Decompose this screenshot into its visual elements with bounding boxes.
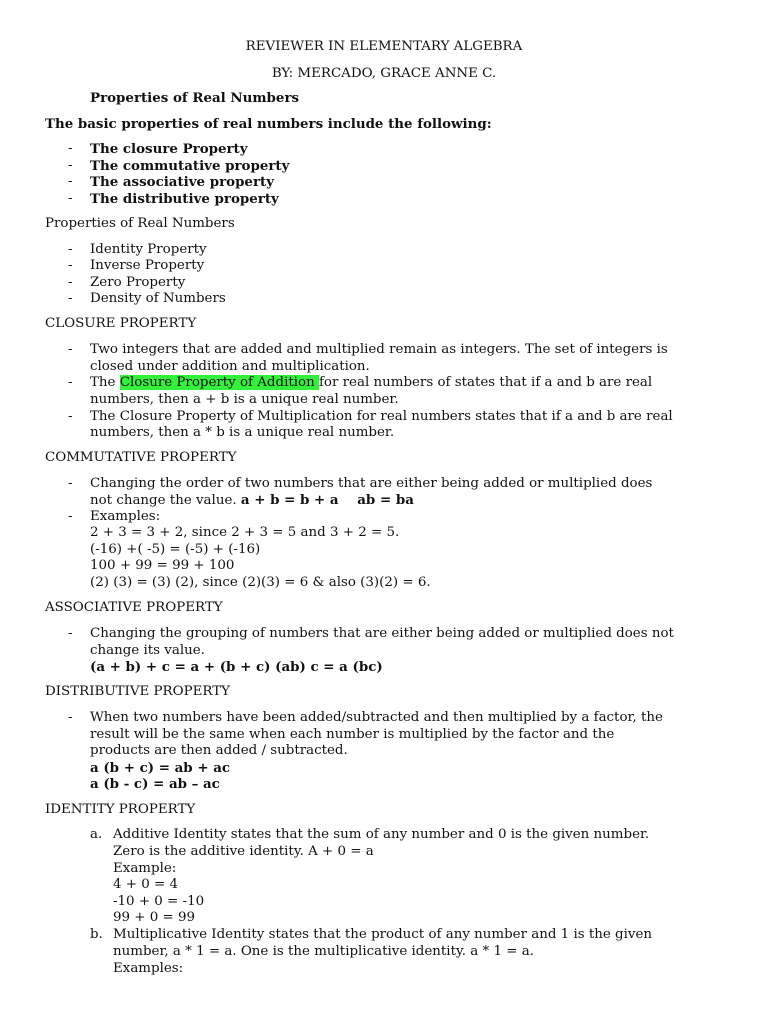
bullet-dash: -: [68, 342, 73, 357]
document-title: REVIEWER IN ELEMENTARY ALGEBRA: [245, 39, 523, 54]
commutative-formula-line: [90, 492, 730, 510]
section-title-distributive: DISTRIBUTIVE PROPERTY: [45, 684, 231, 699]
example-line: 100 + 99 = 99 + 100: [90, 558, 235, 573]
bullet-dash: -: [68, 174, 73, 189]
bullet-dash: -: [68, 375, 73, 390]
closure-text-suffix: for real numbers of states that if a and b are real: [318, 375, 653, 390]
closure-text-line: Two integers that are added and multiplied remain as integers. The set of integers is: [90, 342, 668, 357]
examples-label: Examples:: [113, 961, 184, 976]
list-marker-b: b.: [90, 927, 103, 942]
example-line: 99 + 0 = 99: [113, 910, 196, 925]
example-line: 2 + 3 = 3 + 2, since 2 + 3 = 5 and 3 + 2 = 5.: [90, 525, 400, 540]
example-line: -10 + 0 = -10: [113, 894, 205, 909]
example-line: (2) (3) = (3) (2), since (2)(3) = 6 & also (3)(2) = 6.: [90, 575, 431, 590]
bullet-dash: -: [68, 291, 73, 306]
section-title-closure: CLOSURE PROPERTY: [45, 316, 197, 331]
bullet-dash: -: [68, 258, 73, 273]
section-heading-properties: Properties of Real Numbers: [90, 90, 300, 106]
bullet-dash: -: [68, 275, 73, 290]
distributive-formula: a (b - c) = ab – ac: [90, 776, 220, 792]
bullet-dash: -: [68, 158, 73, 173]
document-author: BY: MERCADO, GRACE ANNE C.: [271, 66, 497, 81]
commutative-formula: a + b = b + a ab = ba: [240, 492, 414, 508]
associative-text-line: change its value.: [90, 643, 205, 658]
section-title-identity: IDENTITY PROPERTY: [45, 802, 196, 817]
identity-text-line: Additive Identity states that the sum of any number and 0 is the given number.: [113, 827, 650, 842]
identity-text-line: Zero is the additive identity. A + 0 = a: [113, 844, 374, 859]
list-item: Density of Numbers: [90, 291, 226, 306]
section-heading-properties-2: Properties of Real Numbers: [45, 216, 235, 231]
intro-lead: The basic properties of real numbers include the following:: [45, 116, 492, 132]
list-item: The closure Property: [90, 141, 248, 157]
bullet-dash: -: [68, 476, 73, 491]
example-label: Example:: [113, 861, 177, 876]
bullet-dash: -: [68, 141, 73, 156]
closure-text-line: closed under addition and multiplication.: [90, 359, 370, 374]
list-item: Identity Property: [90, 242, 207, 257]
closure-text-line: numbers, then a * b is a unique real number.: [90, 425, 395, 440]
examples-label: Examples:: [90, 509, 161, 524]
section-title-commutative: COMMUTATIVE PROPERTY: [45, 450, 237, 465]
identity-text-line: Multiplicative Identity states that the product of any number and 1 is the given: [113, 927, 653, 942]
highlighted-text: Closure Property of Addition: [119, 375, 319, 390]
closure-text-prefix: The: [90, 375, 120, 390]
distributive-text-line: products are then added / subtracted.: [90, 743, 348, 758]
associative-text-line: Changing the grouping of numbers that are either being added or multiplied does not: [90, 626, 674, 641]
distributive-text-line: When two numbers have been added/subtracted and then multiplied by a factor, the: [90, 710, 663, 725]
closure-text-line: numbers, then a + b is a unique real number.: [90, 392, 399, 407]
example-line: (-16) +( -5) = (-5) + (-16): [90, 542, 261, 557]
list-item: The commutative property: [90, 158, 290, 174]
bullet-dash: -: [68, 191, 73, 206]
list-item: The associative property: [90, 174, 274, 190]
list-item: Inverse Property: [90, 258, 205, 273]
bullet-dash: -: [68, 626, 73, 641]
associative-formula: (a + b) + c = a + (b + c) (ab) c = a (bc): [90, 659, 383, 675]
section-title-associative: ASSOCIATIVE PROPERTY: [45, 600, 223, 615]
bullet-dash: -: [68, 509, 73, 524]
closure-text-line: The Closure Property of Multiplication for real numbers states that if a and b are real: [90, 409, 673, 424]
bullet-dash: -: [68, 409, 73, 424]
closure-addition-line: [90, 375, 730, 392]
bullet-dash: -: [68, 242, 73, 257]
example-line: 4 + 0 = 4: [113, 877, 179, 892]
identity-text-line: number, a * 1 = a. One is the multiplicative identity. a * 1 = a.: [113, 944, 534, 959]
list-marker-a: a.: [90, 827, 103, 842]
distributive-text-line: result will be the same when each number is multiplied by the factor and the: [90, 727, 615, 742]
list-item: Zero Property: [90, 275, 186, 290]
commutative-text-line: Changing the order of two numbers that are either being added or multiplied does: [90, 476, 653, 491]
commutative-text: not change the value.: [90, 493, 241, 508]
distributive-formula: a (b + c) = ab + ac: [90, 760, 231, 776]
list-item: The distributive property: [90, 191, 279, 207]
bullet-dash: -: [68, 710, 73, 725]
